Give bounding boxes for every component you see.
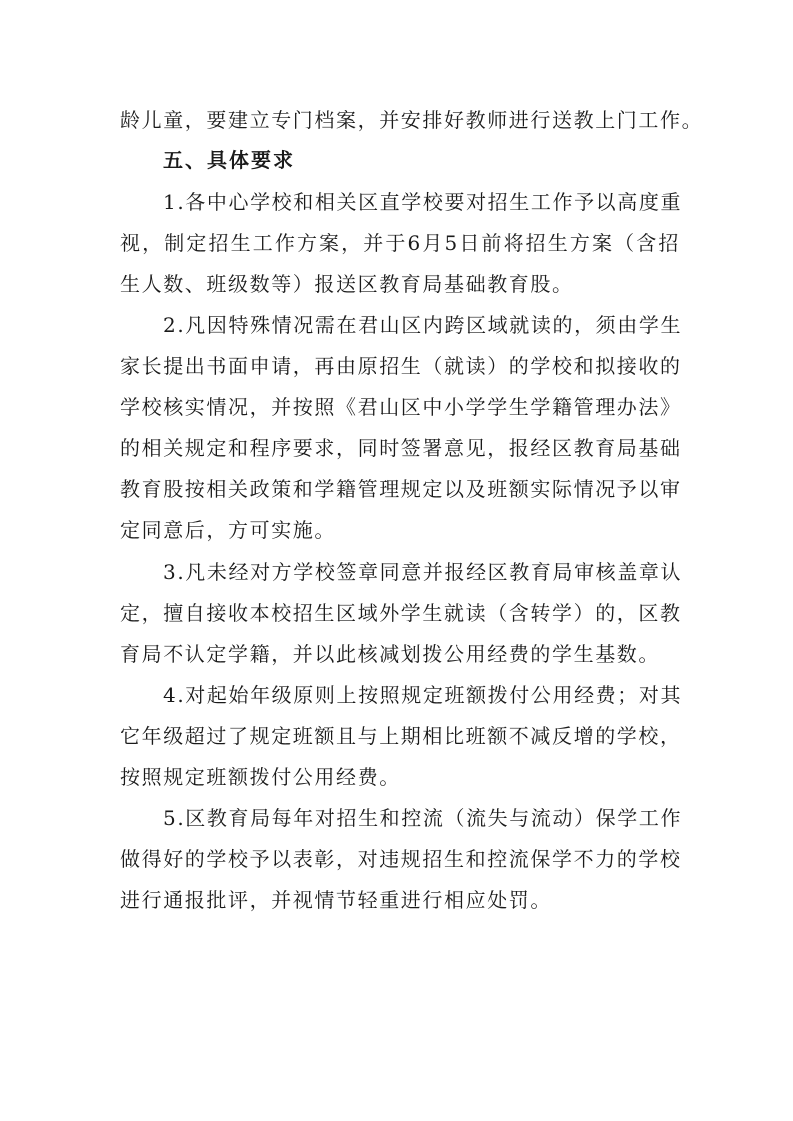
paragraph-line: 学校核实情况，并按照《君山区中小学学生学籍管理办法》 [120,395,682,419]
paragraph-line: 5.区教育局每年对招生和控流（流失与流动）保学工作 [163,806,683,830]
paragraph-line: 它年级超过了规定班额且与上期相比班额不减反增的学校， [120,724,682,748]
paragraph-line: 生人数、班级数等）报送区教育局基础教育股。 [120,272,574,296]
paragraph-line: 视，制定招生工作方案，并于6月5日前将招生方案（含招 [120,231,680,255]
paragraph-line: 的相关规定和程序要求，同时签署意见，报经区教育局基础 [120,436,682,460]
paragraph-line: 按照规定班额拨付公用经费。 [120,765,401,789]
section-heading: 五、具体要求 [163,148,295,172]
paragraph-line: 进行通报批评，并视情节轻重进行相应处罚。 [120,888,552,912]
paragraph-line: 教育股按相关政策和学籍管理规定以及班额实际情况予以审 [120,477,682,501]
paragraph-line: 育局不认定学籍，并以此核减划拨公用经费的学生基数。 [120,642,660,666]
paragraph-line: 2.凡因特殊情况需在君山区内跨区域就读的，须由学生 [163,313,683,337]
paragraph-line: 龄儿童，要建立专门档案，并安排好教师进行送教上门工作。 [120,108,704,132]
paragraph-line: 做得好的学校予以表彰，对违规招生和控流保学不力的学校 [120,847,682,871]
paragraph-line: 3.凡未经对方学校签章同意并报经区教育局审核盖章认 [163,560,683,584]
paragraph-line: 1.各中心学校和相关区直学校要对招生工作予以高度重 [163,190,683,214]
paragraph-line: 4.对起始年级原则上按照规定班额拨付公用经费；对其 [163,683,683,707]
paragraph-line: 定，擅自接收本校招生区域外学生就读（含转学）的，区教 [120,601,682,625]
paragraph-line: 定同意后，方可实施。 [120,518,336,542]
paragraph-line: 家长提出书面申请，再由原招生（就读）的学校和拟接收的 [120,354,682,378]
